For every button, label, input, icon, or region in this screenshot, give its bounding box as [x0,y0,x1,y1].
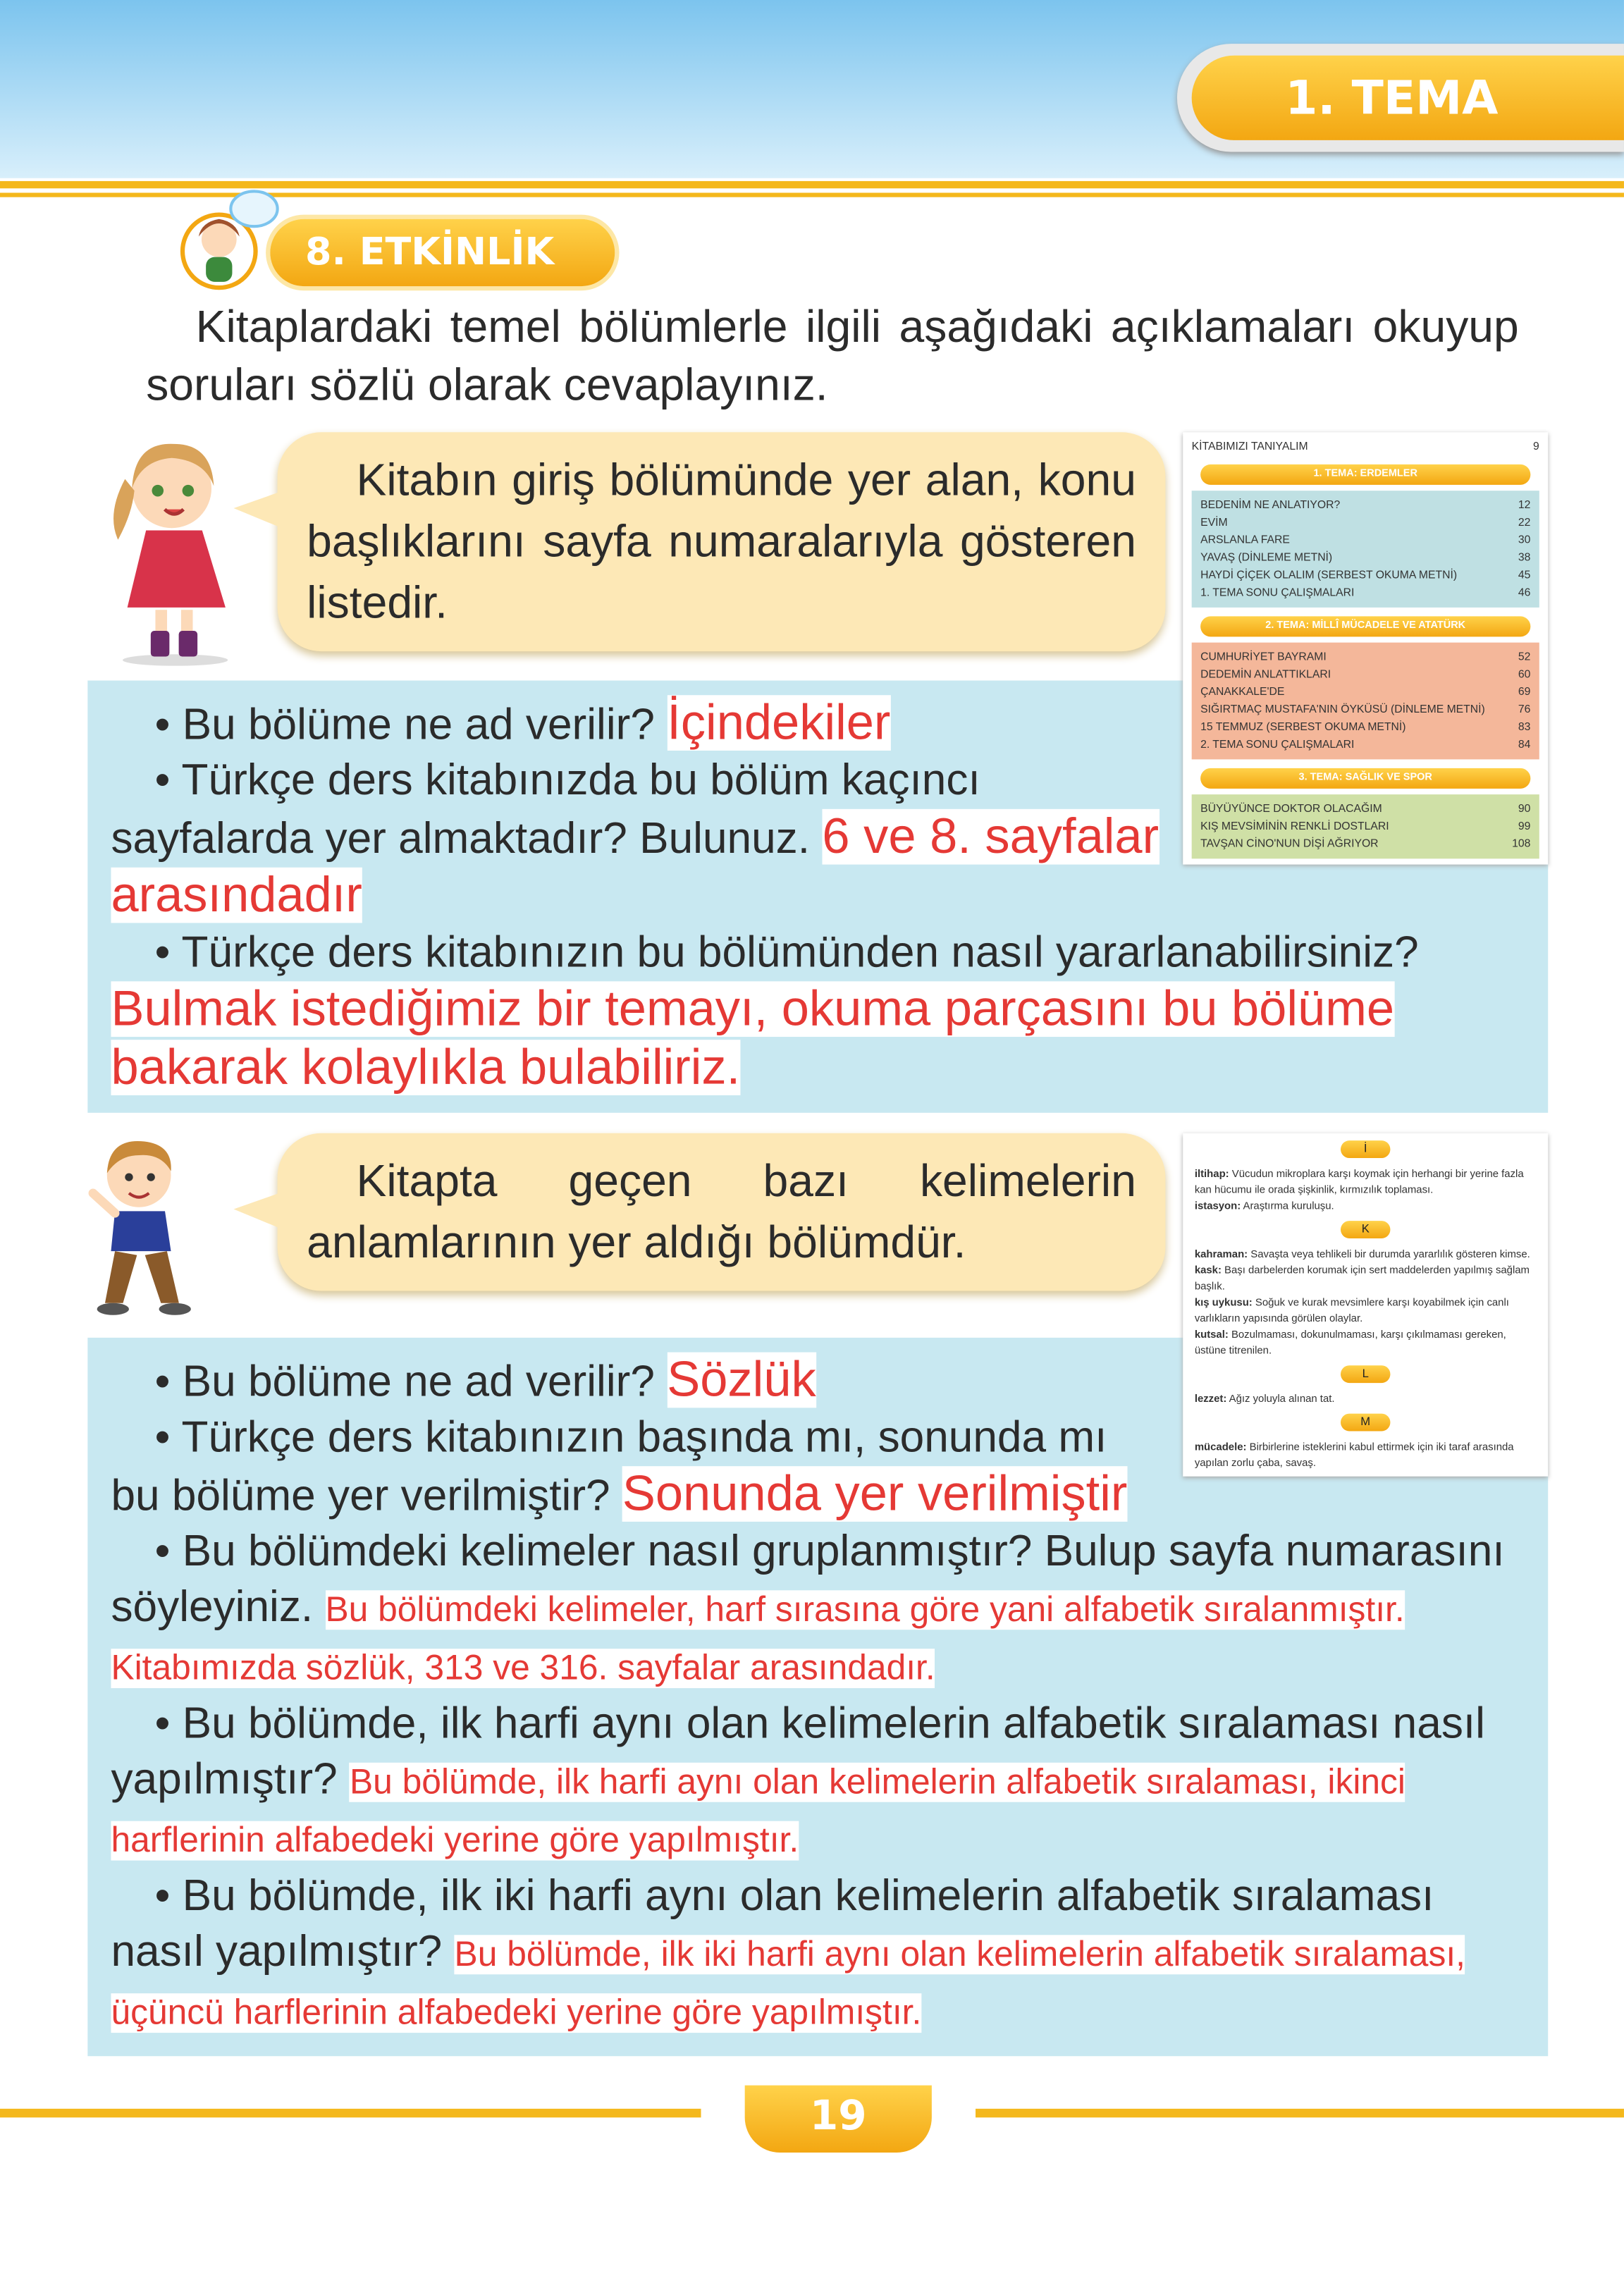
toc-description: Kitabın giriş bölümünde yer alan, konu başlıklarını sayfa numaralarıyla gösteren listedir. [307,454,1136,628]
question-item [111,1869,1525,2041]
dictionary-entry [1183,1294,1548,1326]
dictionary-word: kahraman: [1194,1247,1248,1261]
dictionary-definition: Ağız yoluyla alınan tat. [1229,1391,1335,1405]
toc-entry-page: 46 [1518,585,1531,599]
toc-entry-page: 83 [1518,720,1531,734]
dictionary-entry [1183,1198,1548,1214]
dictionary-entry [1183,1326,1548,1358]
question-1: • Bu bölüme ne ad verilir? [154,1358,655,1407]
dictionary-definition: Savaşta veya tehlikeli bir durumda yararlılık gösteren kimse. [1250,1247,1530,1261]
section-dictionary [87,1133,1548,2056]
dictionary-letter-heading: İ [1341,1140,1390,1158]
toc-entry-page: 60 [1518,667,1531,681]
toc-theme-section [1192,491,1539,608]
question-1: • Bu bölüme ne ad verilir? [154,701,655,749]
toc-entry-page: 12 [1518,498,1531,512]
toc-entry-page: 108 [1512,837,1531,850]
dictionary-definition: Vücudun mikroplara karşı koymak için herhangi bir yerine fazla kan hücumu ile orada şişkinlik, kırmızılık toplaması. [1194,1166,1524,1196]
toc-theme-heading: 1. TEMA: ERDEMLER [1200,464,1530,485]
speech-bubble-tail [234,1192,283,1236]
question-3: • Türkçe ders kitabınızın bu bölümünden nasıl yararlanabilirsiniz? [154,928,1419,978]
speech-bubble-dictionary [278,1133,1166,1291]
toc-row [1192,648,1539,666]
toc-entry-title: EVİM [1200,515,1228,529]
toc-theme-section [1192,643,1539,760]
dictionary-word: kış uykusu: [1194,1295,1253,1309]
toc-entry-page: 52 [1518,649,1531,663]
toc-entry-title: 1. TEMA SONU ÇALIŞMALARI [1200,585,1355,599]
toc-entry-page: 38 [1518,550,1531,564]
footer-line [976,2109,1624,2117]
question-2: • Türkçe ders kitabınızda bu bölüm kaçıncı sayfalarda yer almaktadır? Bulunuz. [111,756,980,863]
toc-row [1192,514,1539,531]
answer-dictionary-grouping: Bu bölümdeki kelimeler, harf sırasına göre yani alfabetik sıralanmıştır. Kitabımızda sözlük, 313 ve 316. sayfalar arasındadır. [111,1590,1405,1689]
toc-page: 9 [1533,439,1539,453]
dictionary-entry [1183,1245,1548,1262]
answer-dictionary-name: Sözlük [667,1352,816,1408]
question-3: • Bu bölümdeki kelimeler nasıl gruplanmıştır? Bulup sayfa numarasını söyleyiniz. [111,1527,1505,1632]
answer-first-two-letters-sort: Bu bölümde, ilk iki harfi aynı olan kelimelerin alfabetik sıralaması, üçüncü harflerinin alfabedeki yerine göre yapılmıştır. [111,1935,1465,2033]
dictionary-entry [1183,1390,1548,1406]
toc-entry-title: SIĞIRTMAÇ MUSTAFA'NIN ÖYKÜSÜ (DİNLEME METNİ) [1200,702,1485,716]
toc-row [1192,567,1539,584]
dictionary-letter-heading: K [1341,1221,1390,1238]
activity-instructions: Kitaplardaki temel bölümlerle ilgili aşağıdaki açıklamaları okuyup soruları sözlü olarak cevaplayınız. [146,300,1519,411]
footer-line [0,2109,701,2117]
toc-entry-title: DEDEMİN ANLATTIKLARI [1200,667,1331,681]
boy-illustration [87,1133,210,1323]
dictionary-entry [1183,1165,1548,1198]
question-5: • Bu bölümde, ilk iki harfi aynı olan kelimelerin alfabetik sıralaması nasıl yapılmıştır? [111,1872,1434,1976]
answer-toc-usage: Bulmak istediğimiz bir temayı, okuma parçasını bu bölüme bakarak kolaylıkla bulabiliriz. [111,981,1395,1095]
answer-toc-name: İçindekiler [667,695,891,751]
toc-entry-title: 15 TEMMUZ (SERBEST OKUMA METNİ) [1200,720,1406,734]
toc-row [1192,835,1539,853]
toc-entry-title: BEDENİM NE ANLATIYOR? [1200,498,1341,512]
toc-entry-title: 2. TEMA SONU ÇALIŞMALARI [1200,737,1355,751]
dictionary-description: Kitapta geçen bazı kelimelerin anlamlarının yer aldığı bölümdür. [307,1155,1136,1268]
toc-row [1192,701,1539,719]
question-2: • Türkçe ders kitabınızın başında mı, sonunda mı bu bölüme yer verilmiştir? [111,1413,1107,1520]
dictionary-word: mücadele: [1194,1439,1247,1453]
toc-entry-page: 84 [1518,737,1531,751]
dictionary-word: lezzet: [1194,1391,1227,1405]
toc-theme-section [1192,794,1539,858]
toc-row [1192,496,1539,514]
dictionary-word: iltihap: [1194,1166,1229,1181]
toc-theme-heading: 3. TEMA: SAĞLIK VE SPOR [1200,768,1530,789]
page-number: 19 [745,2086,932,2153]
toc-row [1192,549,1539,567]
toc-row [1192,584,1539,602]
toc-entry-page: 30 [1518,533,1531,546]
toc-entry-title: YAVAŞ (DİNLEME METNİ) [1200,550,1333,564]
dictionary-word: kutsal: [1194,1327,1229,1341]
dictionary-entry [1183,1262,1548,1294]
toc-row [1192,718,1539,736]
toc-entry-title: TAVŞAN CİNO'NUN DİŞİ AĞRIYOR [1200,837,1379,850]
section-table-of-contents [87,432,1548,1113]
question-item [111,926,1525,1098]
question-item [111,1525,1525,1697]
toc-entry-title: HAYDİ ÇİÇEK OLALIM (SERBEST OKUMA METNİ) [1200,567,1458,581]
toc-row [1192,818,1539,835]
dictionary-definition: Başı darbelerden korumak için sert maddelerden yapılmış sağlam başlık. [1194,1263,1530,1293]
dictionary-word: istasyon: [1194,1199,1241,1212]
toc-row [1183,438,1548,456]
toc-title: KİTABIMIZI TANIYALIM [1191,439,1308,453]
dictionary-thumbnail [1183,1133,1548,1477]
toc-entry-title: ÇANAKKALE'DE [1200,684,1285,698]
dictionary-definition: Araştırma kuruluşu. [1243,1199,1334,1212]
toc-entry-title: CUMHURİYET BAYRAMI [1200,649,1327,663]
answer-toc-pages: 6 ve 8. sayfalar arasındadır [111,808,1159,923]
toc-entry-title: KIŞ MEVSİMİNİN RENKLİ DOSTLARI [1200,819,1389,832]
toc-entry-page: 90 [1518,801,1531,815]
dictionary-letter-heading: L [1341,1365,1390,1383]
dictionary-entry [1183,1439,1548,1471]
dictionary-definition: Bozulmaması, dokunulmaması, karşı çıkılmaması gereken, üstüne titrenilen. [1194,1327,1506,1357]
theme-badge: 1. TEMA [1192,56,1624,140]
toc-row [1192,736,1539,753]
toc-row [1192,800,1539,818]
dictionary-letter-heading: M [1341,1414,1390,1432]
answer-dictionary-location: Sonunda yer verilmiştir [622,1466,1128,1522]
speech-bubble-toc [278,432,1166,651]
dictionary-word: kask: [1194,1263,1222,1276]
toc-entry-title: BÜYÜYÜNCE DOKTOR OLACAĞIM [1200,801,1382,815]
footer [0,2086,1624,2173]
toc-entry-page: 69 [1518,684,1531,698]
toc-thumbnail [1183,432,1548,864]
girl-illustration [87,432,263,666]
dictionary-definition: Birbirlerine isteklerini kabul ettirmek için iki taraf arasında yapılan zorlu çaba, savaş. [1194,1439,1514,1470]
toc-entry-title: ARSLANLA FARE [1200,533,1290,546]
dictionary-definition: Soğuk ve kurak mevsimlere karşı koyabilmek için canlı varlıkların yapısında görülen olaylar. [1194,1295,1509,1325]
toc-theme-heading: 2. TEMA: MİLLÎ MÜCADELE VE ATATÜRK [1200,616,1530,636]
toc-entry-page: 99 [1518,819,1531,832]
toc-entry-page: 22 [1518,515,1531,529]
activity-title: 8. ETKİNLİK [270,219,615,286]
speech-bubble-tail [234,491,283,534]
question-4: • Bu bölümde, ilk harfi aynı olan kelimelerin alfabetik sıralaması nasıl yapılmıştır? [111,1699,1485,1804]
toc-entry-page: 76 [1518,702,1531,716]
toc-row [1192,531,1539,549]
toc-row [1192,666,1539,684]
answer-first-letter-sort: Bu bölümde, ilk harfi aynı olan kelimelerin alfabetik sıralaması, ikinci harflerinin alfabedeki yerine göre yapılmıştır. [111,1762,1405,1861]
question-item [111,1697,1525,1869]
toc-entry-page: 45 [1518,567,1531,581]
toc-row [1192,684,1539,701]
